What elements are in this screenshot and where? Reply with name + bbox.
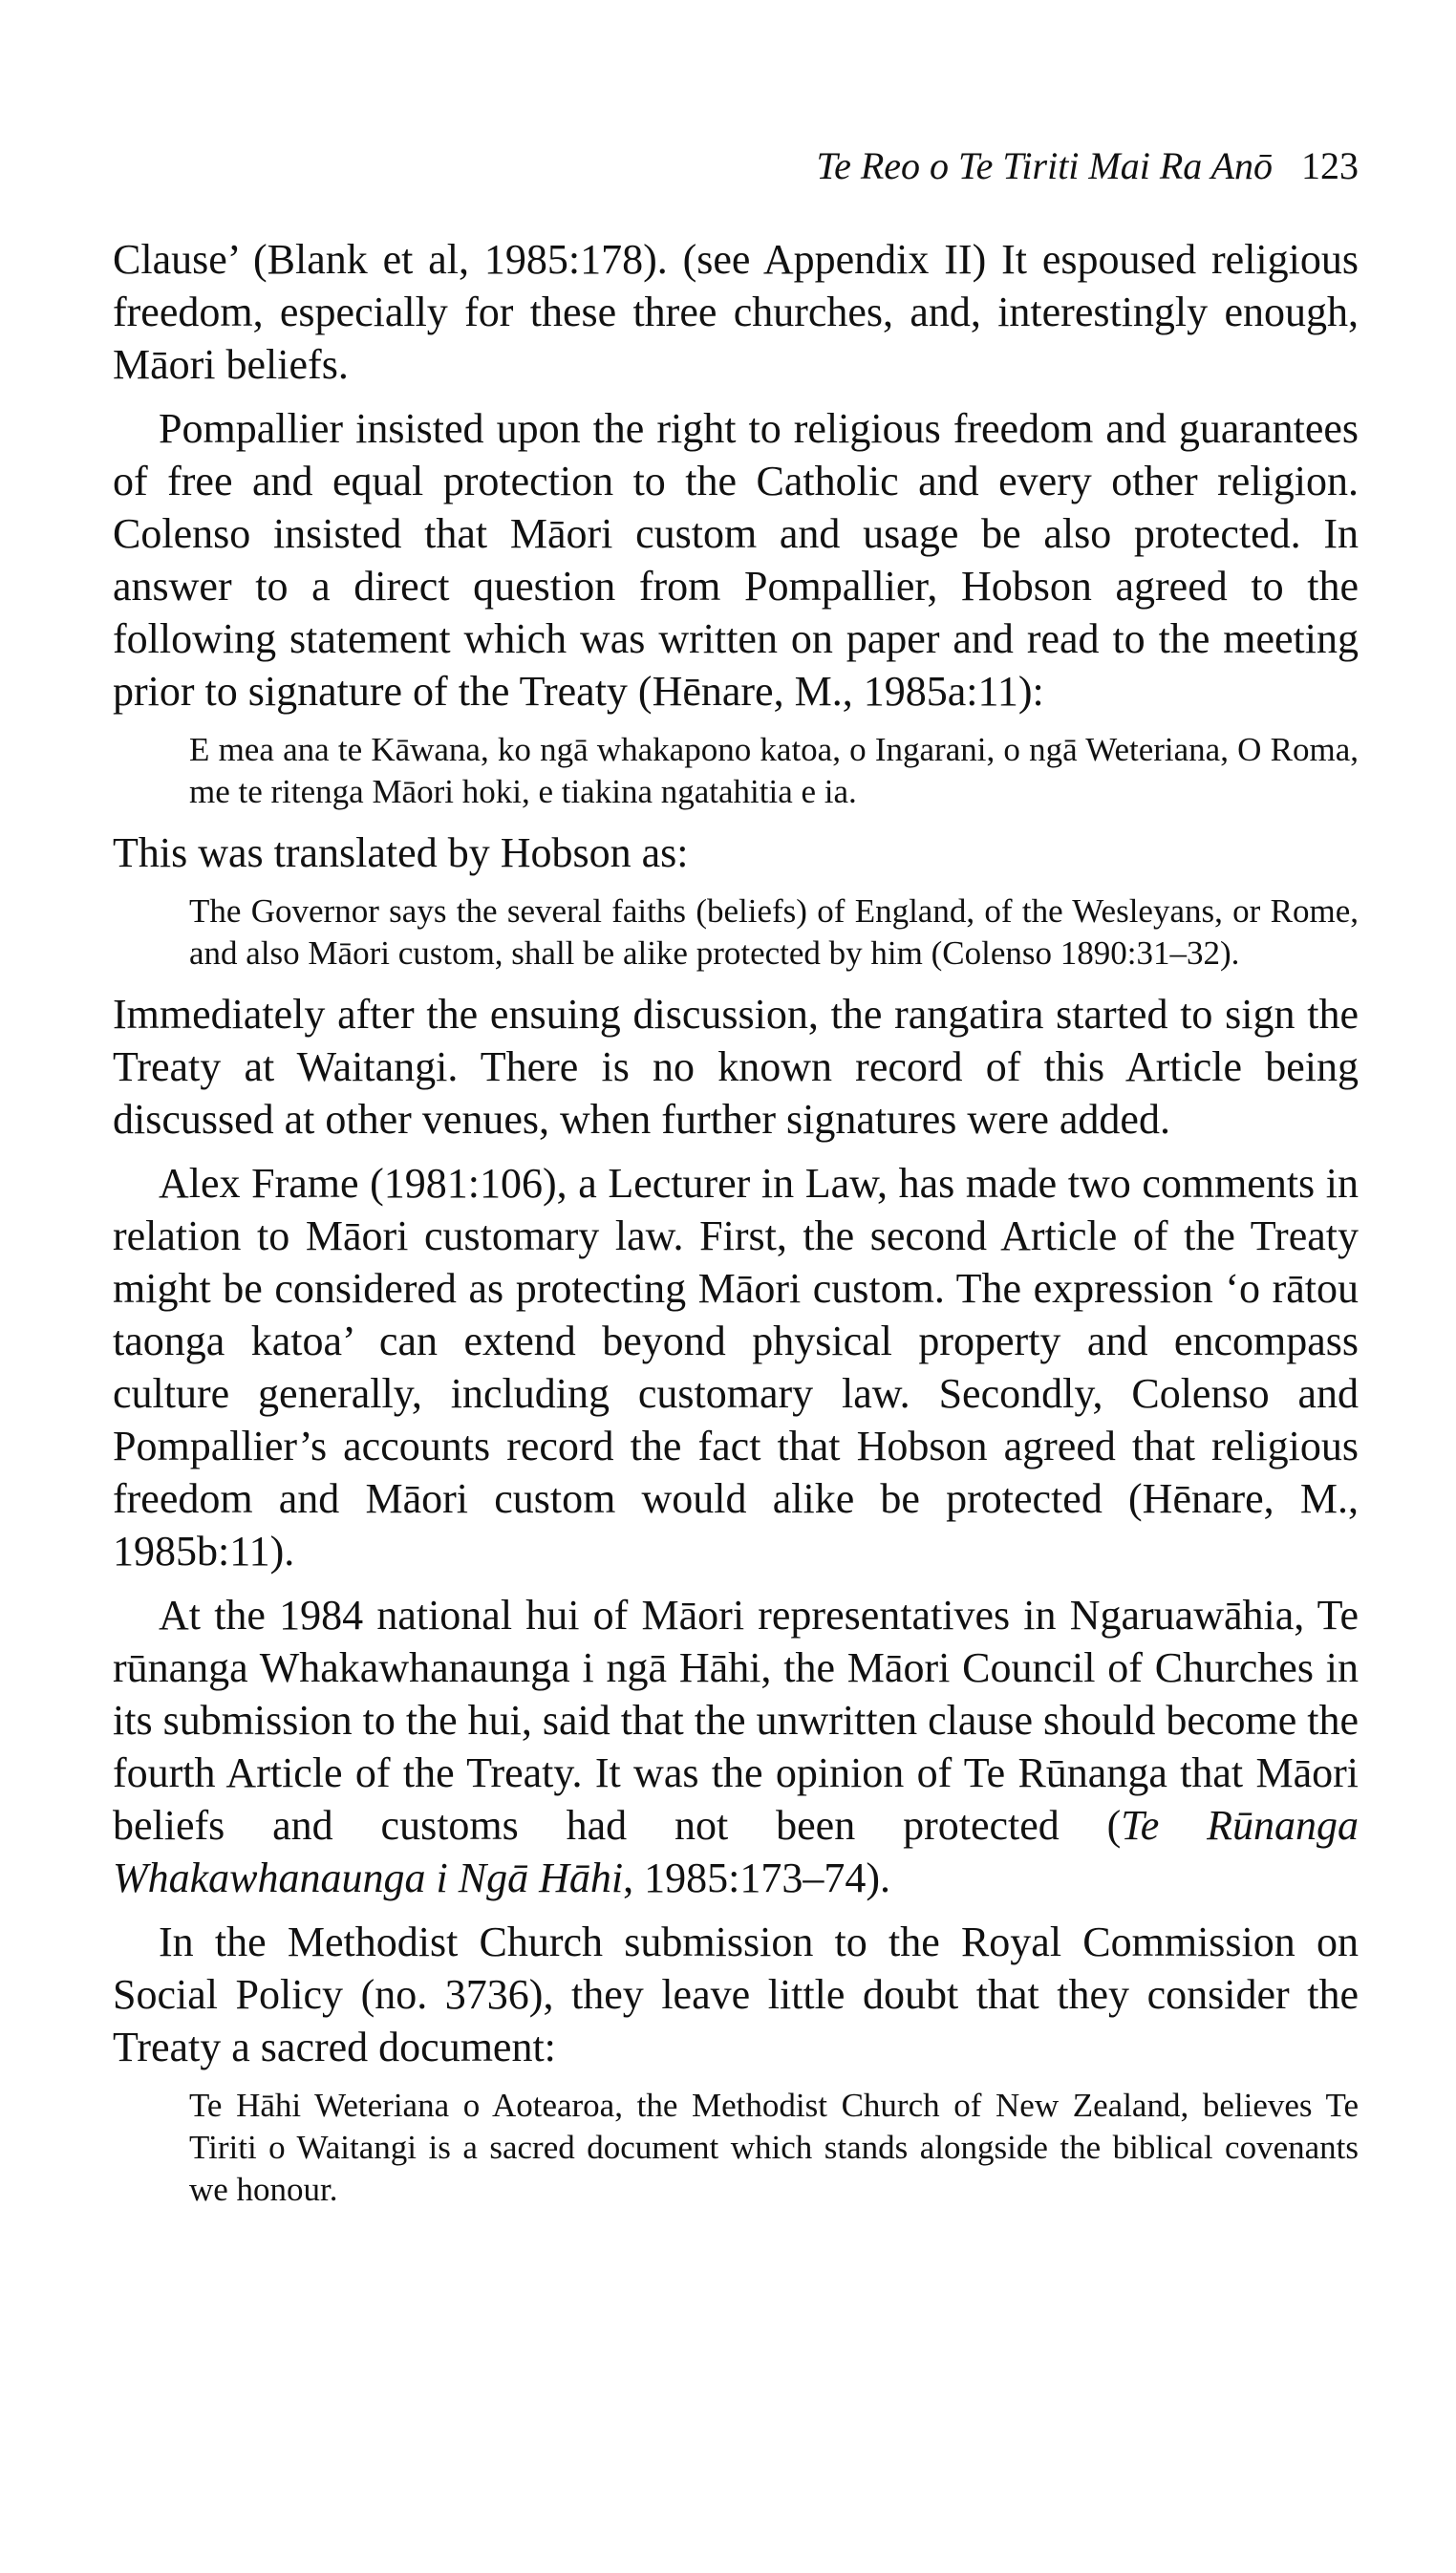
page-number: 123 <box>1301 144 1359 187</box>
paragraph-6-start: At the 1984 national hui of Māori representatives in Ngaruawāhia, Te rūnanga Whakawhanaunga i ngā Hāhi, the Māori Council of Churches in its submission to the hui, said that the unwritten clause should become the fourth Article of the Treaty. It was the opinion of Te Rūnanga that Māori beliefs and customs had not been protected ( <box>113 1592 1359 1849</box>
paragraph-7: In the Methodist Church submission to the Royal Commission on Social Policy (no. 3736), they leave little doubt that they consider the Treaty a sacred document: <box>113 1919 1359 2070</box>
paragraph-6-citation-title: Te Rūnanga Whakawhanaunga i Ngā Hāhi <box>113 1802 1359 1901</box>
paragraph-2: Pompallier insisted upon the right to religious freedom and guarantees of free and equal protection to the Catholic and every other religion. Colenso insisted that Māori custom and usage be also protected. In answer to a direct question from Pompallier, Hobson agreed to the following statement which was written on paper and read to the meeting prior to signature of the Treaty (Hēnare, M., 1985a:11): <box>113 405 1359 715</box>
quote-methodist-church: Te Hāhi Weteriana o Aotearoa, the Methodist Church of New Zealand, believes Te Tiriti o Waitangi is a sacred document which stands alongside the biblical covenants we honour. <box>189 2087 1359 2208</box>
paragraph-5: Alex Frame (1981:106), a Lecturer in Law, has made two comments in relation to Māori customary law. First, the second Article of the Treaty might be considered as protecting Māori custom. The expression ‘o rātou taonga katoa’ can extend beyond physical property and encompass culture generally, including customary law. Secondly, Colenso and Pompallier’s accounts record the fact that Hobson agreed that religious freedom and Māori custom would alike be protected (Hēnare, M., 1985b:11). <box>113 1160 1359 1575</box>
paragraph-6-end: , 1985:173–74). <box>623 1855 890 1901</box>
paragraph-4: Immediately after the ensuing discussion, the rangatira started to sign the Treaty at Waitangi. There is no known record of this Article being discussed at other venues, when further signatures were added. <box>113 991 1359 1143</box>
paragraph-3: This was translated by Hobson as: <box>113 829 689 876</box>
running-title: Te Reo o Te Tiriti Mai Ra Anō <box>816 144 1273 187</box>
book-page <box>113 143 1359 2224</box>
running-header <box>113 143 1359 189</box>
paragraph-6 <box>113 1589 1359 1904</box>
quote-maori-statement: E mea ana te Kāwana, ko ngā whakapono katoa, o Ingarani, o ngā Weteriana, O Roma, me te ritenga Māori hoki, e tiakina ngatahitia e ia. <box>189 731 1359 810</box>
paragraph-1: Clause’ (Blank et al, 1985:178). (see Appendix II) It espoused religious freedom, especially for these three churches, and, interestingly enough, Māori beliefs. <box>113 236 1359 388</box>
quote-hobson-translation: The Governor says the several faiths (beliefs) of England, of the Wesleyans, or Rome, and also Māori custom, shall be alike protected by him (Colenso 1890:31–32). <box>189 892 1359 972</box>
